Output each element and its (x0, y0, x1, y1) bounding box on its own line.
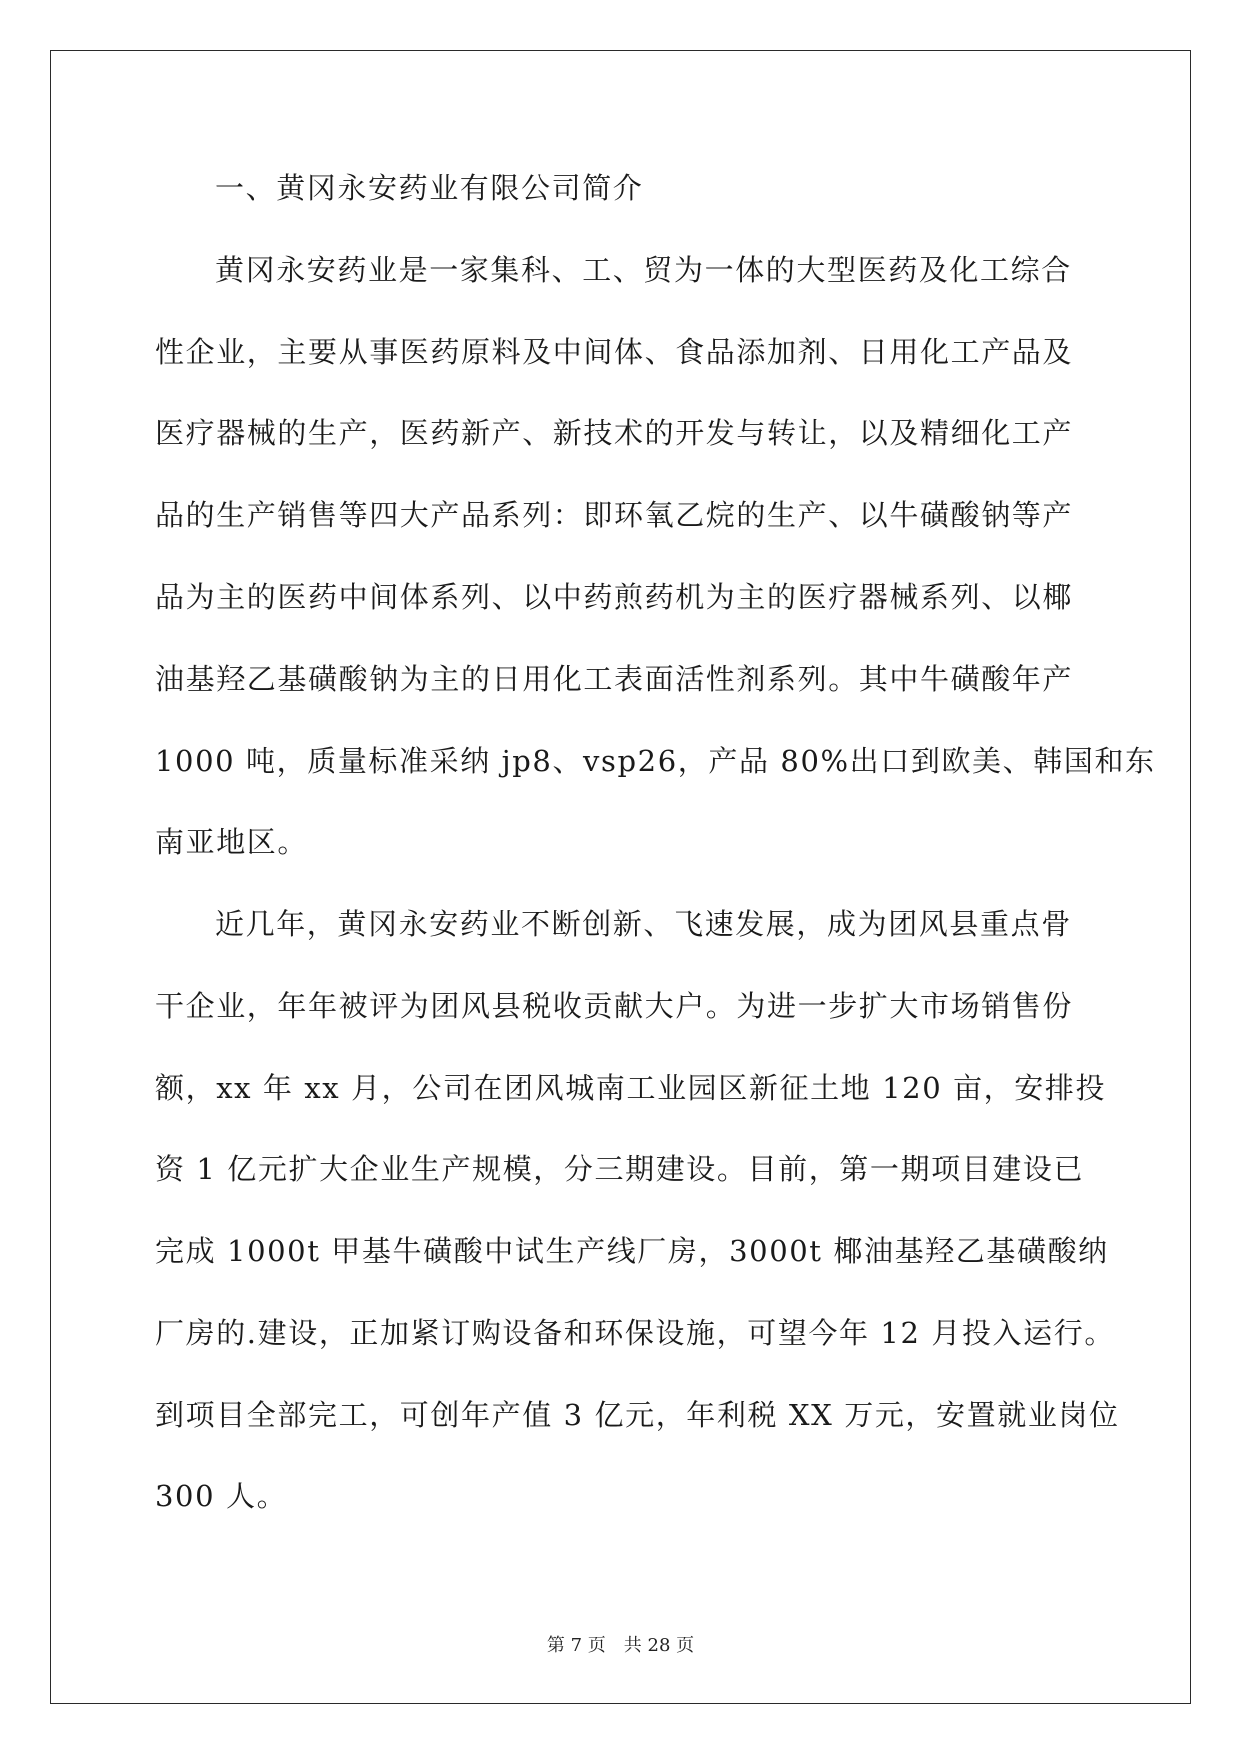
page-total: 共 28 页 (623, 1635, 695, 1656)
page-border (50, 50, 1191, 1704)
paragraph-1-line-2: 性企业，主要从事医药原料及中间体、食品添加剂、日用化工产品及 (155, 335, 1074, 369)
paragraph-1-line-5: 品为主的医药中间体系列、以中药煎药机为主的医疗器械系列、以椰 (155, 580, 1074, 614)
paragraph-2-line-6: 厂房的.建设，正加紧订购设备和环保设施，可望今年 12 月投入运行。 (155, 1316, 1115, 1350)
paragraph-1-line-8: 南亚地区。 (155, 825, 309, 859)
section-heading: 一、黄冈永安药业有限公司简介 (215, 171, 644, 205)
paragraph-2-line-4: 资 1 亿元扩大企业生产规模，分三期建设。目前，第一期项目建设已 (155, 1152, 1085, 1186)
paragraph-2-line-2: 干企业，年年被评为团风县税收贡献大户。为进一步扩大市场销售份 (155, 989, 1074, 1023)
page-number: 第 7 页 (546, 1635, 606, 1656)
paragraph-2-line-1: 近几年，黄冈永安药业不断创新、飞速发展，成为团风县重点骨 (215, 907, 1072, 941)
paragraph-2-line-3: 额，xx 年 xx 月，公司在团风城南工业园区新征土地 120 亩，安排投 (155, 1071, 1107, 1105)
paragraph-1-line-6: 油基羟乙基磺酸钠为主的日用化工表面活性剂系列。其中牛磺酸年产 (155, 662, 1074, 696)
paragraph-1-line-4: 品的生产销售等四大产品系列：即环氧乙烷的生产、以牛磺酸钠等产 (155, 498, 1074, 532)
page-footer (0, 1635, 1241, 1657)
paragraph-1-line-7: 1000 吨，质量标准采纳 jp8、vsp26，产品 80%出口到欧美、韩国和东 (155, 744, 1156, 778)
paragraph-2-line-8: 300 人。 (155, 1479, 288, 1513)
paragraph-1-line-3: 医疗器械的生产，医药新产、新技术的开发与转让，以及精细化工产 (155, 416, 1074, 450)
paragraph-1-line-1: 黄冈永安药业是一家集科、工、贸为一体的大型医药及化工综合 (215, 253, 1072, 287)
paragraph-2-line-5: 完成 1000t 甲基牛磺酸中试生产线厂房，3000t 椰油基羟乙基磺酸纳 (155, 1234, 1109, 1268)
paragraph-2-line-7: 到项目全部完工，可创年产值 3 亿元，年利税 XX 万元，安置就业岗位 (155, 1398, 1120, 1432)
